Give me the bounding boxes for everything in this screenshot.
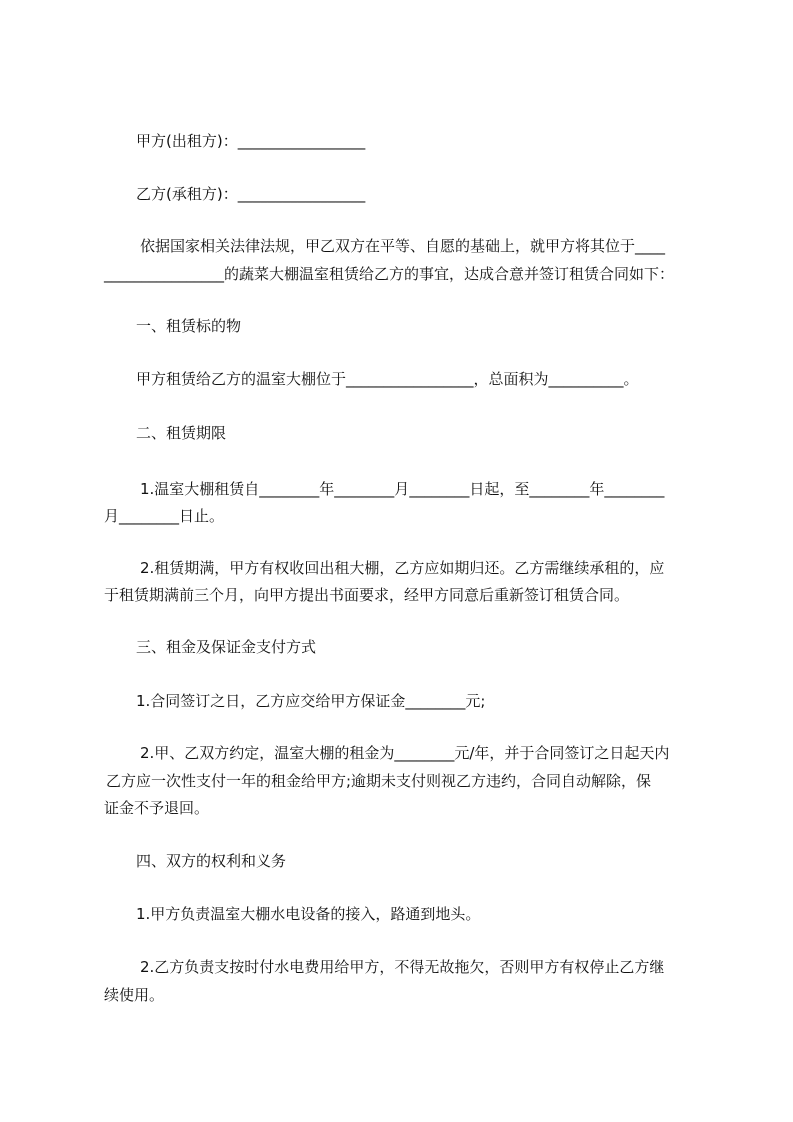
section-3-item-2-line-1: 2.甲、乙双方约定，温室大棚的租金为________元/年，并于合同签订之日起天内: [140, 744, 670, 762]
section-2-item-2-line-1: 2.租赁期满，甲方有权收回出租大棚，乙方应如期归还。乙方需继续承租的，应: [140, 559, 665, 577]
section-4-item-1: 1.甲方负责温室大棚水电设备的接入，路通到地头。: [136, 905, 481, 923]
section-4-heading: 四、双方的权利和义务: [136, 852, 287, 870]
section-3-heading: 三、租金及保证金支付方式: [136, 638, 317, 656]
section-2-item-2-line-2: 于租赁期满前三个月，向甲方提出书面要求，经甲方同意后重新签订租赁合同。: [104, 586, 630, 604]
intro-line-1: 依据国家相关法律法规，甲乙双方在平等、自愿的基础上，就甲方将其位于____: [140, 237, 666, 255]
party-b-line: 乙方(承租方)：_________________: [136, 185, 366, 203]
section-2-heading: 二、租赁期限: [136, 424, 227, 442]
party-a-line: 甲方(出租方)：_________________: [136, 132, 366, 150]
section-3-item-2-line-3: 证金不予退回。: [104, 799, 210, 817]
section-4-item-2-line-1: 2.乙方负责支按时付水电费用给甲方，不得无故拖欠，否则甲方有权停止乙方继: [140, 958, 665, 976]
section-4-item-2-line-2: 续使用。: [104, 986, 165, 1004]
section-3-item-2-line-2: 乙方应一次性支付一年的租金给甲方;逾期未支付则视乙方违约，合同自动解除，保: [106, 772, 652, 790]
section-3-item-1: 1.合同签订之日，乙方应交给甲方保证金________元;: [136, 692, 486, 710]
section-2-item-1-line-1: 1.温室大棚租赁自________年________月________日起，至________年________: [140, 480, 665, 498]
section-1-text: 甲方租赁给乙方的温室大棚位于_________________，总面积为__________。: [136, 370, 639, 388]
intro-line-2: ________________的蔬菜大棚温室租赁给乙方的事宜，达成合意并签订租赁合同如下：: [104, 265, 675, 283]
section-1-heading: 一、租赁标的物: [136, 317, 242, 335]
section-2-item-1-line-2: 月________日止。: [104, 507, 225, 525]
